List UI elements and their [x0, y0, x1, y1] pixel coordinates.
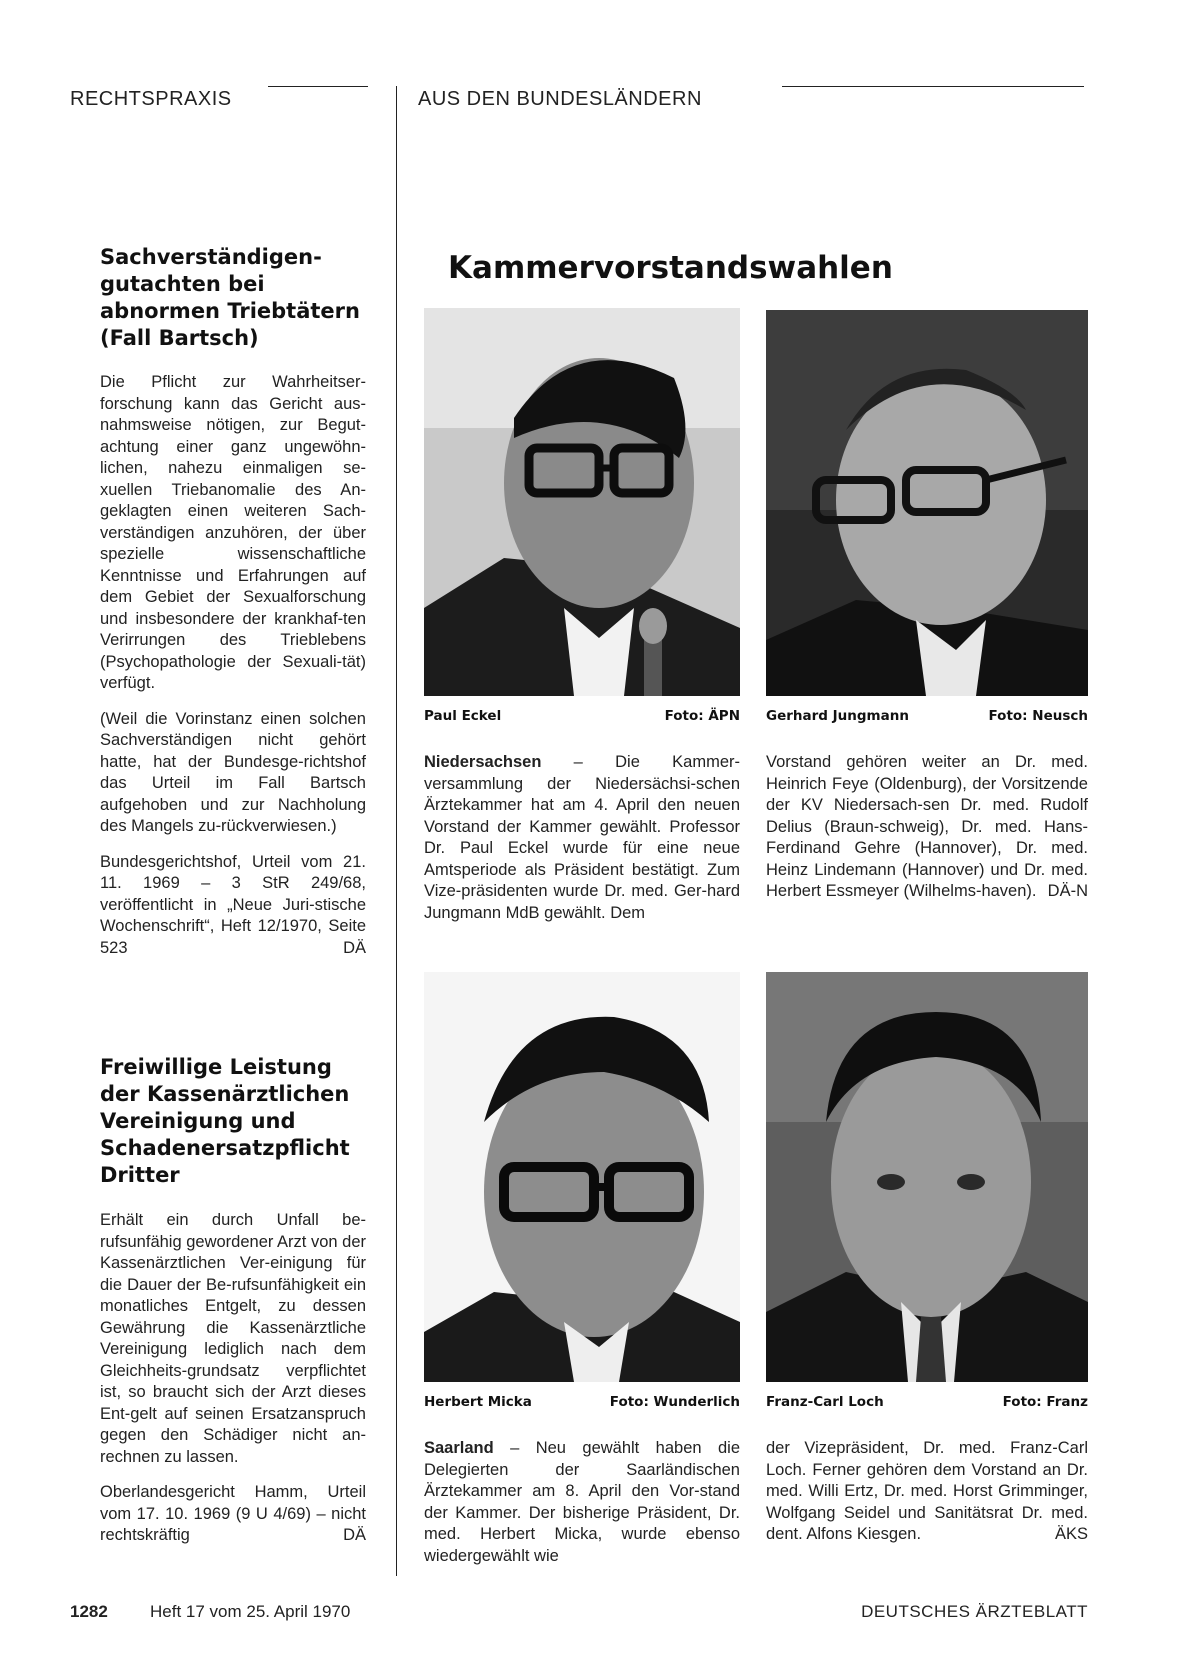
article-body-sachverstaendigen	[100, 372, 366, 973]
citation-text: Bundesgerichtshof, Urteil vom 21. 11. 1969 – 3 StR 249/68, veröffentlicht in „Neue Juri-stische Wochenschrift“, Heft 12/1970, Seite 523	[100, 852, 366, 957]
article-title-freiwillige-leistung: Freiwillige Leistung der Kassenärztlichen Vereinigung und Schadenersatzpflicht Dritter	[100, 1055, 350, 1187]
header-rule-left	[268, 86, 368, 87]
photo-caption-name: Paul Eckel	[424, 708, 502, 724]
issue-info: Heft 17 vom 25. April 1970	[150, 1602, 351, 1621]
niedersachsen-text-column-2	[766, 752, 1088, 903]
region-lead: Niedersachsen	[424, 753, 542, 771]
portrait-photo-paul-eckel	[424, 308, 740, 696]
region-text: – Die Kammer-versammlung der Niedersächsi-schen Ärztekammer hat am 4. April den neuen Vorstand der Kammer gewählt. Professor Dr. Paul Eckel wurde für eine neue Amtsperiode als Präsident bestätigt. Zum Vize-präsidenten wurde Dr. med. Ger-hard Jungmann MdB gewählt. Dem	[424, 753, 740, 922]
author-signature: DÄ	[343, 1526, 366, 1544]
column-divider	[396, 86, 397, 1576]
saarland-text-column-1	[424, 1438, 740, 1567]
region-text: Vorstand gehören weiter an Dr. med. Heinrich Feye (Oldenburg), der Vorsitzende der KV Niedersach-sen Dr. med. Rudolf Delius (Braun-schweig), Dr. med. Hans-Ferdinand Gehre (Hannover), Dr. med. Heinz Lindemann (Hannover) und Dr. med. Herbert Essmeyer (Wilhelms-haven).	[766, 753, 1088, 900]
section-header-bundeslaender: AUS DEN BUNDESLÄNDERN	[418, 88, 702, 110]
citation-paragraph	[100, 1482, 366, 1547]
region-text: – Neu gewählt haben die Delegierten der Saarländischen Ärztekammer am 8. April den Vor-stand der Kammer. Der bisherige Präsident, Dr. med. Herbert Micka, wurde ebenso wiedergewählt wie	[424, 1439, 740, 1565]
citation-text: Oberlandesgericht Hamm, Urteil vom 17. 10. 1969 (9 U 4/69) – nicht rechtskräftig	[100, 1483, 366, 1544]
portrait-photo-herbert-micka	[424, 972, 740, 1382]
main-title: Kammervorstandswahlen	[448, 250, 893, 286]
author-signature: DÄ	[343, 938, 366, 957]
header-rule-right	[782, 86, 1084, 87]
region-lead: Saarland	[424, 1439, 494, 1457]
photo-caption	[766, 1394, 1088, 1410]
author-signature: ÄKS	[1054, 1525, 1088, 1543]
photo-credit: Foto: Wunderlich	[609, 1394, 740, 1410]
article-paragraph: Erhält ein durch Unfall be-rufsunfähig gewordener Arzt von der Kassenärztlichen Ver-einigung für die Dauer der Be-rufsunfähigkeit ein monatliches Entgelt, zu dessen Gewährung die Kassenärztliche Vereinigung lediglich nach dem Gleichheits-grundsatz verpflichtet ist, so braucht sich der Arzt dieses Ent-gelt auf seinen Ersatzanspruch gegen den Schädiger nicht an-rechnen zu lassen.	[100, 1211, 366, 1466]
region-text: der Vizepräsident, Dr. med. Franz-Carl Loch. Ferner gehören dem Vorstand an Dr. med. Willi Ertz, Dr. med. Horst Grimminger, Wolfgang Seidel und Sanitätsrat Dr. med. dent. Alfons Kiesgen.	[766, 1439, 1088, 1543]
article-title-sachverstaendigen: Sachverständigen- gutachten bei abnormen Triebtätern (Fall Bartsch)	[100, 245, 360, 350]
article-body-freiwillige-leistung	[100, 1210, 366, 1561]
article-paragraph: (Weil die Vorinstanz einen solchen Sachverständigen nicht gehört hatte, hat der Bundesge-richtshof das Urteil im Fall Bartsch aufgehoben und zur Nachholung des Mangels zu-rückverwiesen.)	[100, 709, 366, 835]
portrait-photo-franz-carl-loch	[766, 972, 1088, 1382]
photo-caption	[424, 708, 740, 724]
section-header-rechtspraxis: RECHTSPRAXIS	[70, 88, 232, 110]
author-signature: DÄ-N	[1047, 882, 1088, 900]
photo-credit: Foto: Franz	[1002, 1394, 1088, 1410]
niedersachsen-text-column-1	[424, 752, 740, 924]
photo-caption-name: Herbert Micka	[424, 1394, 532, 1410]
photo-caption	[766, 708, 1088, 724]
page-number: 1282	[70, 1602, 108, 1621]
saarland-text-column-2	[766, 1438, 1088, 1546]
portrait-photo-gerhard-jungmann	[766, 310, 1088, 696]
photo-caption-name: Franz-Carl Loch	[766, 1394, 884, 1410]
photo-caption-name: Gerhard Jungmann	[766, 708, 909, 724]
journal-name: DEUTSCHES ÄRZTEBLATT	[861, 1602, 1088, 1621]
article-paragraph: Die Pflicht zur Wahrheitser-forschung kann das Gericht aus-nahmsweise nötigen, zur Begut-achtung einer ganz ungewöhn-lichen, nahezu einmaligen se-xuellen Triebanomalie des An-geklagten einen weiteren Sach-verständigen anzuhören, der über spezielle wissenschaftliche Kenntnisse und Erfahrungen auf dem Gebiet der Sexualforschung und insbesondere der krankhaf-ten Verirrungen des Trieblebens (Psychopathologie der Sexuali-tät) verfügt.	[100, 373, 366, 692]
photo-credit: Foto: ÄPN	[664, 708, 740, 724]
photo-caption	[424, 1394, 740, 1410]
photo-credit: Foto: Neusch	[988, 708, 1088, 724]
citation-paragraph	[100, 852, 366, 960]
